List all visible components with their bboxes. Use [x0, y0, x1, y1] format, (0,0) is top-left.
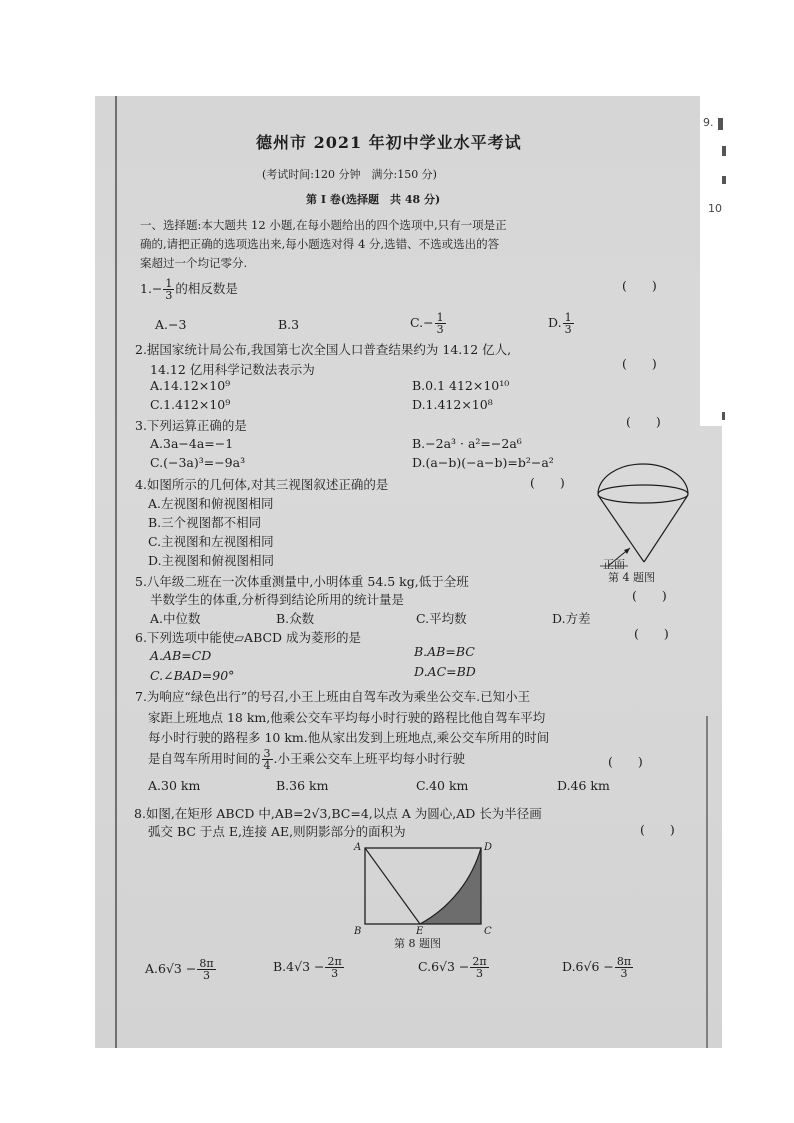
exam-subtitle: (考试时间:120 分钟 满分:150 分): [262, 168, 437, 181]
question-2-stem: 2.据国家统计局公布,我国第七次全国人口普查结果约为 14.12 亿人,: [135, 342, 512, 357]
side-mark: [722, 412, 725, 420]
q1-suffix: 的相反数是: [175, 281, 238, 296]
question-8-stem: 弧交 BC 于点 E,连接 AE,则阴影部分的面积为: [148, 824, 406, 839]
q3-option-d: D.(a−b)(−a−b)=b²−a²: [412, 455, 554, 470]
side-question-9: 9.: [703, 116, 714, 129]
q5-option-b: B.众数: [276, 611, 315, 626]
q4-option-a: A.左视图和俯视图相同: [148, 496, 274, 511]
q5-option-d: D.方差: [552, 611, 591, 626]
question-7-stem: 家距上班地点 18 km,他乘公交车平均每小时行驶的路程比他自驾车平均: [148, 710, 546, 725]
question-7-stem: 7.为响应“绿色出行”的号召,小王上班由自驾车改为乘坐公交车.已知小王: [135, 689, 531, 704]
question-5-stem: 半数学生的体重,分析得到结论所用的统计量是: [150, 592, 404, 607]
q1-option-c: C.− $\frac{1}{3}$: [410, 311, 444, 336]
q8-option-a: A.6√3 − $\frac{8\pi}{3}$: [145, 957, 214, 982]
question-2-stem: 14.12 亿用科学记数法表示为: [150, 362, 315, 377]
answer-bracket: ( ): [622, 278, 657, 293]
question-1-stem: [140, 278, 238, 301]
q1-option-d: D. $\frac{1}{3}$: [548, 311, 572, 336]
answer-bracket: ( ): [608, 754, 643, 769]
q2-option-d: D.1.412×10⁸: [412, 397, 493, 412]
figure-8-caption: 第 8 题图: [394, 937, 441, 950]
side-mark: [718, 118, 723, 130]
q1-prefix: 1.−: [140, 281, 163, 296]
question-3-stem: 3.下列运算正确的是: [135, 418, 247, 433]
q6-option-c: C.∠BAD=90°: [150, 668, 235, 683]
question-8-stem: 8.如图,在矩形 ABCD 中,AB=2√3,BC=4,以点 A 为圆心,AD 长为半径画: [134, 806, 542, 821]
q4-option-b: B.三个视图都不相同: [148, 515, 262, 530]
exam-title: 德州市 2021 年初中学业水平考试: [256, 133, 522, 152]
instructions-line: 一、选择题:本大题共 12 小题,在每小题给出的四个选项中,只有一项是正: [140, 218, 507, 232]
answer-bracket: ( ): [634, 626, 669, 641]
adjacent-page: [700, 96, 794, 426]
q2-option-c: C.1.412×10⁹: [150, 397, 231, 412]
q1-option-a: A.−3: [155, 317, 187, 332]
q6-option-d: D.AC=BD: [414, 664, 476, 679]
q7-option-b: B.36 km: [276, 778, 329, 793]
question-7-stem: 每小时行驶的路程多 10 km.他从家出发到上班地点,乘公交车所用的时间: [148, 730, 550, 745]
side-question-10: 10: [708, 202, 722, 215]
figure-8-rectangle: [350, 838, 500, 938]
instructions-line: 确的,请把正确的选项选出来,每小题选对得 4 分,选错、不选或选出的答: [140, 237, 500, 251]
segment-ae: [365, 848, 420, 924]
side-mark: [722, 176, 726, 184]
q2-option-a: A.14.12×10⁹: [150, 378, 231, 393]
label-b: B: [354, 926, 362, 937]
label-c: C: [484, 926, 492, 937]
figure-4-caption: 第 4 题图: [608, 571, 655, 584]
q3-option-a: A.3a−4a=−1: [150, 436, 234, 451]
answer-bracket: ( ): [632, 588, 667, 603]
figure-4-front-label: 正面: [603, 558, 625, 571]
question-7-stem: 是自驾车所用时间的 $\frac{3}{4}$ .小王乘公交车上班平均每小时行驶: [148, 747, 465, 772]
answer-bracket: ( ): [626, 414, 661, 429]
arrow-head: [624, 548, 630, 554]
cone-edge-right: [644, 495, 688, 562]
q6-option-a: A.AB=CD: [150, 648, 212, 663]
instructions-line: 案超过一个均记零分.: [140, 256, 248, 270]
cone-edge-left: [598, 495, 644, 562]
binding-line: [115, 96, 117, 1048]
shaded-region: [420, 848, 481, 924]
label-e: E: [416, 926, 424, 937]
q3-option-b: B.−2a³ · a²=−2a⁶: [412, 436, 522, 451]
base-ellipse: [598, 485, 688, 503]
q3-option-c: C.(−3a)³=−9a³: [150, 455, 246, 470]
q7-option-d: D.46 km: [557, 778, 610, 793]
q4-option-c: C.主视图和左视图相同: [148, 534, 274, 549]
label-a: A: [354, 842, 362, 853]
q5-option-a: A.中位数: [150, 611, 201, 626]
page-edge-shadow: [706, 716, 708, 1048]
q4-option-d: D.主视图和俯视图相同: [148, 553, 275, 568]
hemisphere-arc: [598, 464, 688, 494]
question-5-stem: 5.八年级二班在一次体重测量中,小明体重 54.5 kg,低于全班: [135, 574, 469, 589]
q2-option-b: B.0.1 412×10¹⁰: [412, 378, 510, 393]
label-d: D: [484, 842, 493, 853]
q1-option-b: B.3: [278, 317, 300, 332]
answer-bracket: ( ): [640, 822, 675, 837]
q7-option-a: A.30 km: [148, 778, 201, 793]
q8-option-d: D.6√6 − $\frac{8\pi}{3}$: [562, 955, 632, 980]
q7-option-c: C.40 km: [416, 778, 469, 793]
fraction: $\frac{1}{3}$: [165, 277, 173, 302]
q5-option-c: C.平均数: [416, 611, 467, 626]
q6-option-b: B.AB=BC: [414, 644, 475, 659]
section-title: 第 Ⅰ 卷(选择题 共 48 分): [306, 193, 441, 206]
q8-option-b: B.4√3 − $\frac{2\pi}{3}$: [273, 955, 342, 980]
answer-bracket: ( ): [530, 475, 565, 490]
question-6-stem: 6.下列选项中能使▱ABCD 成为菱形的是: [135, 630, 362, 645]
fraction: $\frac{3}{4}$: [263, 747, 271, 772]
question-4-stem: 4.如图所示的几何体,对其三视图叙述正确的是: [135, 477, 389, 492]
answer-bracket: ( ): [622, 356, 657, 371]
side-mark: [722, 146, 726, 156]
q8-option-c: C.6√3 − $\frac{2\pi}{3}$: [418, 955, 487, 980]
